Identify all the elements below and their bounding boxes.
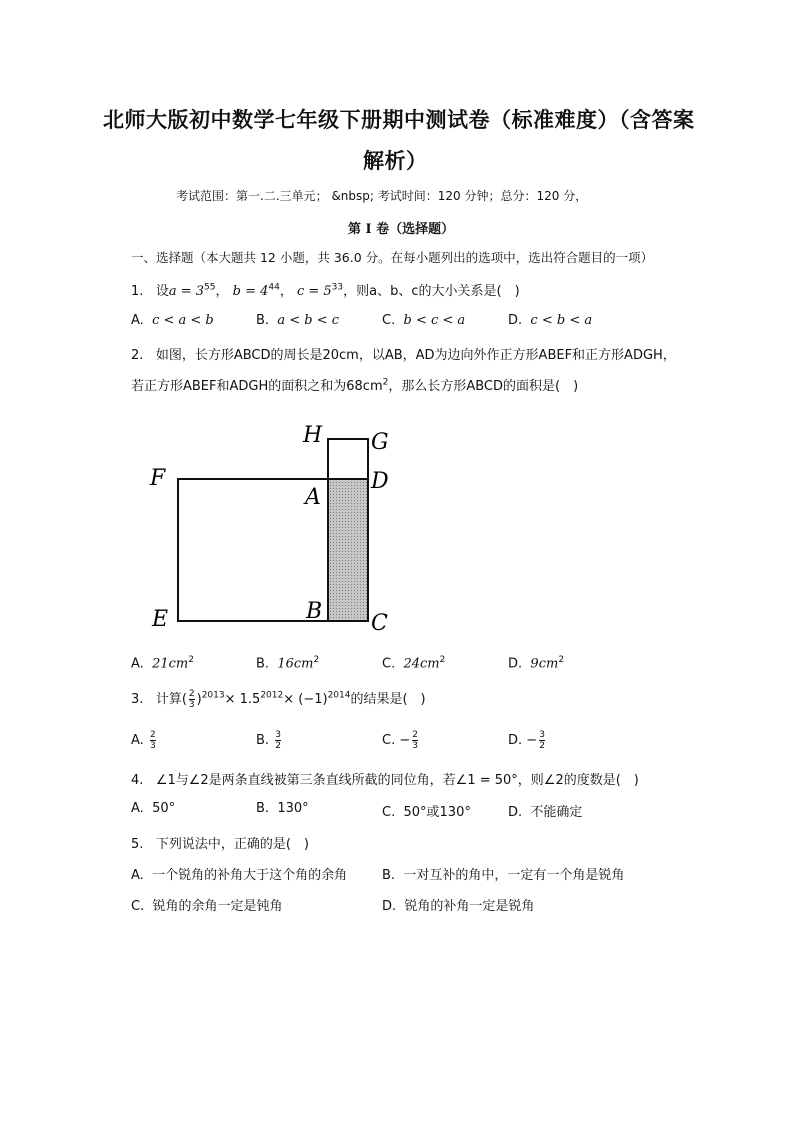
math-c: c = 5 [296,284,332,299]
numerator: 3 [275,730,281,740]
option-c[interactable] [382,801,471,820]
denominator: 3 [149,741,156,751]
option-d[interactable] [508,730,547,751]
question-number: 1. [131,284,144,299]
question-stem-tail: ，那么长方形ABCD的面积是( ) [388,379,579,394]
label-g: G [371,430,389,455]
option-value: 一对互补的角中，一定有一个角是锐角 [403,868,625,883]
option-label: D. [508,733,523,748]
numerator: 2 [149,730,156,740]
option-label: B. [256,313,270,328]
option-label: C. [382,313,396,328]
option-value: 锐角的余角一定是钝角 [152,899,283,914]
rectangle-abcd [328,479,368,621]
question-number: 3. [131,692,144,707]
denominator: 2 [275,741,281,751]
exponent: 33 [331,282,344,293]
option-b[interactable] [256,801,309,816]
label-f: F [150,466,166,491]
square-adgh [328,439,368,479]
option-a[interactable] [131,801,175,816]
question-number: 5. [131,837,144,852]
question-number: 4. [131,773,144,788]
section-heading: 一、选择题（本大题共 12 小题，共 36.0 分。在每小题列出的选项中，选出符合题目的一项） [131,250,654,265]
rectangle-squares-figure [140,415,410,640]
sign: − [526,733,538,748]
option-label: A. [131,313,144,328]
option-a[interactable] [131,655,194,671]
question-stem: 若正方形ABEF和ADGH的面积之和为68cm [131,379,383,394]
question-stem: 下列说法中，正确的是( ) [155,837,309,852]
exponent: 44 [268,282,280,293]
option-a[interactable] [131,864,347,883]
option-b[interactable] [256,730,283,751]
math-b: b = 4 [232,284,269,299]
option-label: C. [131,899,145,914]
option-value: 50°或130° [403,805,471,820]
expression: × 1.5 [224,692,261,707]
numerator: 3 [539,730,545,740]
option-label: D. [508,656,523,672]
page-title: 北师大版初中数学七年级下册期中测试卷（标准难度）（含答案 [103,107,695,132]
option-label: D. [508,805,523,820]
option-c[interactable] [382,313,465,328]
option-d[interactable] [382,895,534,914]
option-label: C. [382,656,396,672]
question-3: 3. 计算( $\frac{2}{3}$ )$^{2013}\times 1.5^{2012}\times (-1)^{2014}$的结果是( ) [131,689,426,710]
option-d[interactable] [508,313,592,328]
exponent: 2014 [327,690,351,701]
question-2-line-2 [131,375,578,394]
label-b: B [306,599,323,624]
label-a: A [305,485,321,510]
option-value: 50° [152,801,176,816]
question-number: 2. [131,348,144,363]
numerator: 2 [188,689,195,699]
option-label: D. [382,899,397,914]
page-title-continued: 解析） [363,148,428,173]
question-5 [131,833,309,852]
option-b[interactable] [382,864,624,883]
denominator: 3 [188,700,195,710]
question-stem: 计算( [155,692,187,707]
option-c[interactable] [382,655,445,671]
option-c[interactable] [382,730,420,751]
exponent: 2 [439,655,446,665]
option-b[interactable] [256,655,319,671]
option-value: b < c < a [403,313,466,328]
option-label: C. [382,733,396,748]
option-value: 一个锐角的补角大于这个角的余角 [152,868,348,883]
option-value: 21cm [152,656,189,672]
exam-info: 考试范围：第一.二.三单元； &nbsp; 考试时间：120 分钟；总分：120 分， [176,189,588,203]
denominator: 3 [412,741,418,751]
option-value: a < b < c [277,313,339,328]
option-d[interactable] [508,655,564,671]
option-label: B. [256,801,270,816]
label-e: E [152,607,169,632]
exponent: 2012 [260,690,284,701]
option-d[interactable] [508,801,582,820]
exponent: 55 [204,282,216,293]
option-label: C. [382,805,396,820]
question-stem-tail: 的结果是( ) [350,692,426,707]
option-a[interactable] [131,730,158,751]
label-d: D [371,469,389,494]
option-value: 24cm [403,656,440,672]
option-b[interactable] [256,313,339,328]
fraction [412,730,418,751]
question-stem: 如图，长方形ABCD的周长是20cm，以AB，AD为边向外作正方形ABEF和正方形ADGH， [155,348,676,363]
label-h: H [303,423,323,448]
label-c: C [371,611,388,636]
option-value: 不能确定 [530,805,583,820]
exponent: 2013 [201,690,225,701]
question-1: 1. 设$a = 3^{55}$， $b = 4^{44}$， $c = 5^{33}$，则a、b、c的大小关系是( ) [131,282,520,299]
math-a: a = 3 [168,284,205,299]
fraction [150,730,156,751]
question-stem-tail: 则a、b、c的大小关系是( ) [356,284,520,299]
expression: × (−1) [283,692,328,707]
option-label: D. [508,313,523,328]
option-a[interactable] [131,313,214,328]
exponent: 2 [188,655,194,665]
question-stem: ∠1与∠2是两条直线被第三条直线所截的同位角，若∠1 = 50°，则∠2的度数是( ) [155,773,639,788]
fraction [189,689,195,710]
option-label: A. [131,868,144,883]
option-value: 130° [277,801,309,816]
option-label: A. [131,656,144,672]
option-value: c < b < a [530,313,593,328]
question-stem: 设 [155,284,169,299]
exponent: 2 [313,655,320,665]
question-4 [131,769,639,788]
option-label: B. [256,733,270,748]
exponent: 2 [558,655,565,665]
option-label: B. [256,656,270,672]
sign: − [399,733,411,748]
volume-heading: 第 I 卷（选择题） [348,222,455,237]
option-value: 16cm [277,656,314,672]
option-label: B. [382,868,396,883]
option-value: 锐角的补角一定是锐角 [404,899,535,914]
option-value: c < a < b [152,313,214,328]
option-value: 9cm [530,656,559,672]
question-2 [131,344,676,363]
numerator: 2 [412,730,418,740]
option-label: A. [131,801,144,816]
denominator: 2 [539,741,545,751]
fraction [275,730,281,751]
option-c[interactable] [131,895,283,914]
fraction [539,730,545,751]
exponent: 2 [382,377,389,388]
option-label: A. [131,733,144,748]
